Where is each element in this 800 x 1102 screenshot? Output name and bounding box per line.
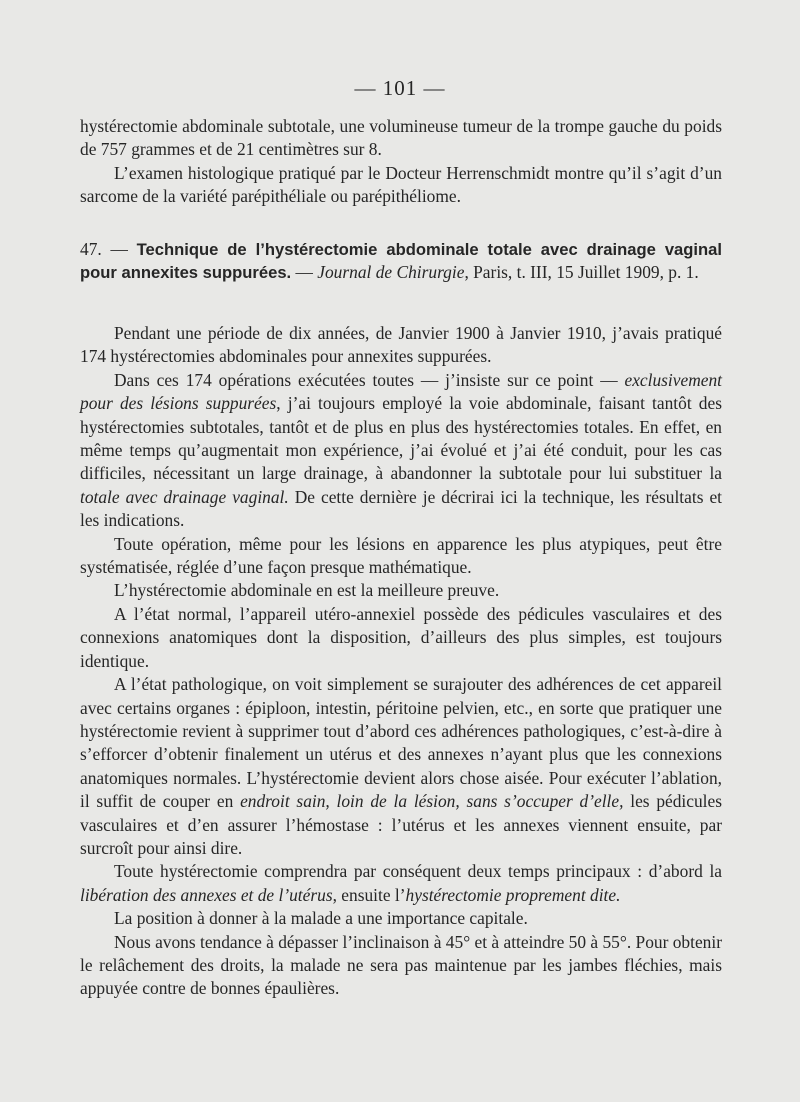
entry-journal: Journal de Chirurgie [317, 262, 465, 283]
p6-text-a: A l’état pathologique, on voit simplement se surajouter des adhérences de cet appareil avec certains organes : épiploon, intestin, péritoine pelvien, etc., en sorte que pratiquer une hystérectomie revient à supprimer tout d’abord ces adhérences pathologiques, c’est-à-dire à s’efforcer d’obtenir finalement un utérus et des annexes n’ayant plus que les connexions anatomiques normales. L’hystérectomie devient alors chose aisée. Pour exécuter l’ablation, il suffit de couper en [80, 674, 722, 812]
body-paragraph-4: L’hystérectomie abdominale en est la meilleure preuve. [114, 580, 500, 601]
p6-text-b: les pédicules vasculaires et d’en assurer l’hémostase : l’utérus et les annexes viennent ensuite, par surcroît pour ainsi dire. [80, 791, 722, 858]
p7-text-b: , ensuite l’ [332, 884, 406, 905]
body-paragraph-2 [80, 369, 722, 533]
entry-dash-2: — [291, 262, 318, 283]
body-paragraph-3: Toute opération, même pour les lésions en apparence les plus atypiques, peut être systématisée, réglée d’une façon presque mathématique. [80, 533, 722, 578]
bibliography-entry [80, 238, 722, 285]
page-number: — 101 — [354, 76, 446, 100]
p7-text-a: Toute hystérectomie comprendra par conséquent deux temps principaux : d’abord la [114, 861, 722, 882]
body-paragraph-1: Pendant une période de dix années, de Janvier 1900 à Janvier 1910, j’avais pratiqué 174 hystérectomies abdominales pour annexites suppurées. [80, 323, 722, 367]
entry-number: 47. [80, 239, 102, 259]
entry-title: Technique de l’hystérectomie abdominale totale avec drainage vaginal pour annexites suppurées. [80, 240, 722, 283]
p2-text-a: Dans ces 174 opérations exécutées toutes — j’insiste sur ce point — [114, 369, 625, 390]
p7-emphasis-1: libération des annexes et de l’utérus [80, 884, 333, 905]
intro-paragraph-2: L’examen histologique pratiqué par le Docteur Herrenschmidt montre qu’il s’agit d’un sarcome de la variété parépithéliale ou parépithéliome. [80, 162, 722, 207]
body-paragraph-7 [80, 860, 722, 907]
entry-citation: , Paris, t. III, 15 Juillet 1909, p. 1. [464, 262, 699, 283]
p6-emphasis: endroit sain, loin de la lésion, sans s’occuper d’elle, [240, 791, 624, 812]
body-paragraph-6 [80, 673, 722, 860]
body-paragraph-8: La position à donner à la malade a une importance capitale. [114, 908, 528, 929]
entry-dash: — [101, 239, 137, 259]
p2-text-c: De cette dernière je décrirai ici la technique, les résultats et les indications. [80, 486, 722, 531]
p2-emphasis-1: exclusivement pour des lésions suppurées [80, 369, 722, 414]
body-paragraph-5: A l’état normal, l’appareil utéro-annexiel possède des pédicules vasculaires et des connexions anatomiques dont la disposition, d’ailleurs des plus simples, est toujours identique. [80, 603, 722, 671]
p2-emphasis-2: totale avec drainage vaginal. [80, 486, 289, 507]
body-text [80, 322, 722, 1001]
body-paragraph-9: Nous avons tendance à dépasser l’inclinaison à 45° et à atteindre 50 à 55°. Pour obtenir le relâchement des droits, la malade ne sera pas maintenue par les jambes fléchies, mais appuyée contre de bonnes épaulières. [80, 931, 722, 999]
p2-text-b: , j’ai toujours employé la voie abdominale, faisant tantôt des hystérectomies subtotales, tantôt et de plus en plus des hystérectomies totales. En effet, en même temps qu’augmentait mon expérience, j’ai évolué et j’ai été conduit, pour les cas difficiles, nécessitant un large drainage, à abandonner la subtotale pour lui substituer la [80, 393, 722, 484]
p7-emphasis-2: hystérectomie proprement dite. [405, 884, 621, 905]
intro-text [80, 115, 722, 209]
intro-paragraph-1: hystérectomie abdominale subtotale, une volumineuse tumeur de la trompe gauche du poids de 757 grammes et de 21 centimètres sur 8. [80, 116, 722, 160]
